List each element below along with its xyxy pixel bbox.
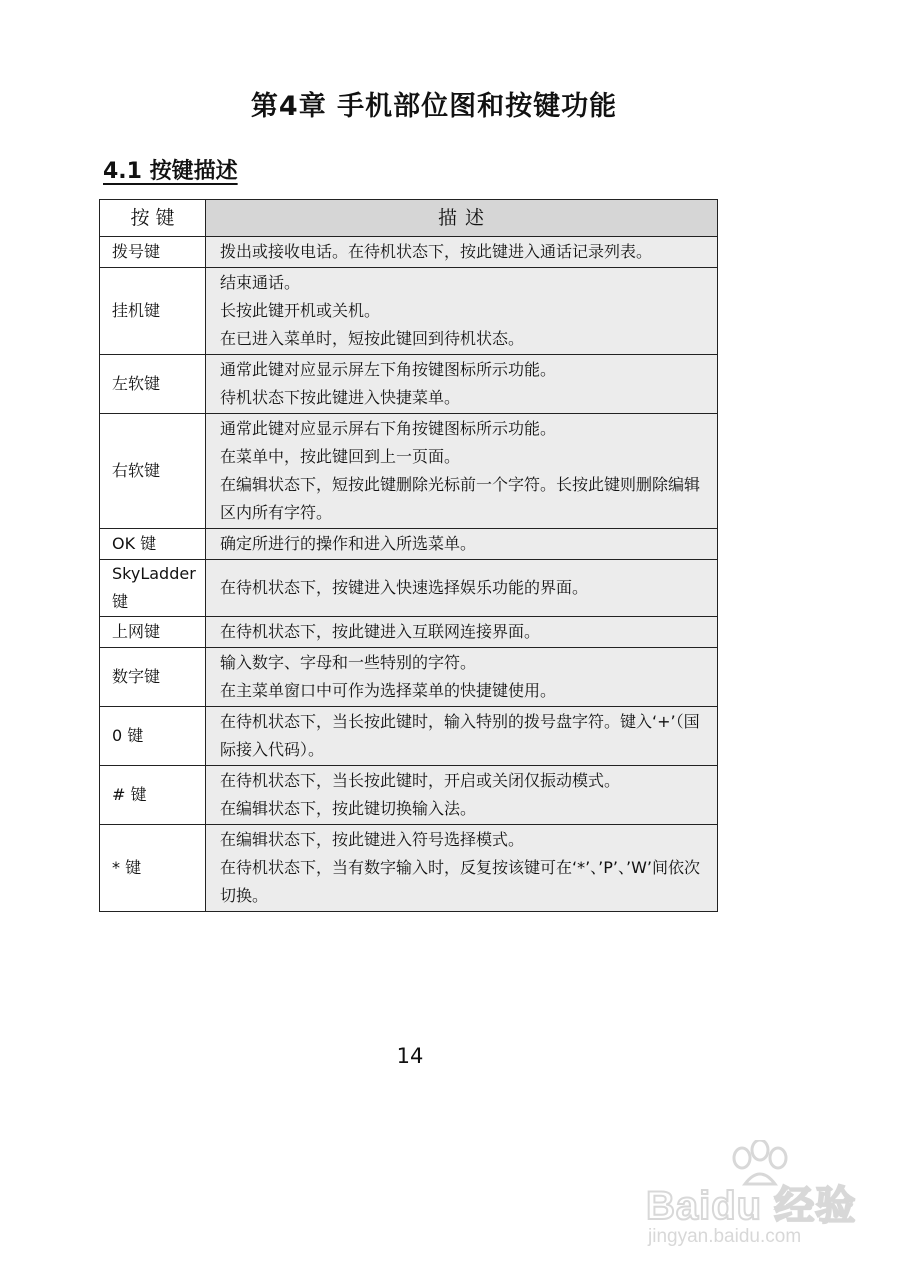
key-description-table [99,199,718,912]
description-line: 在待机状态下，按键进入快速选择娱乐功能的界面。 [220,578,589,597]
key-description-cell [206,560,718,617]
description-line: 在主菜单窗口中可作为选择菜单的快捷键使用。 [220,681,557,700]
description-line: 长按此键开机或关机。 [220,301,381,320]
description-line: 在编辑状态下，按此键进入符号选择模式。 [220,830,525,849]
description-line: 通常此键对应显示屏左下角按键图标所示功能。 [220,360,557,379]
key-name-cell: # 键 [100,766,206,825]
key-name-cell: 左软键 [100,355,206,414]
table-row [100,268,718,355]
description-line: 在待机状态下，按此键进入互联网连接界面。 [220,622,541,641]
description-line: 待机状态下按此键进入快捷菜单。 [220,388,461,407]
key-name-cell: * 键 [100,825,206,912]
description-line: 在编辑状态下，按此键切换输入法。 [220,799,477,818]
key-name-cell: OK 键 [100,529,206,560]
key-description-cell [206,766,718,825]
header-description: 描 述 [206,200,718,237]
key-description-cell [206,617,718,648]
key-description-cell [206,648,718,707]
key-name-cell: 右软键 [100,414,206,529]
table-row [100,237,718,268]
description-line: 拨出或接收电话。在待机状态下，按此键进入通话记录列表。 [220,242,653,261]
watermark-logo: Baidu 经验 [646,1184,857,1228]
key-name-cell: 上网键 [100,617,206,648]
header-key: 按 键 [100,200,206,237]
key-description-cell [206,355,718,414]
key-name-cell: 挂机键 [100,268,206,355]
key-description-cell [206,237,718,268]
key-name-cell: 拨号键 [100,237,206,268]
table-row [100,560,718,617]
table-row [100,355,718,414]
section-title: 4.1 按键描述 [103,159,238,184]
table-row [100,617,718,648]
table-row [100,825,718,912]
page-number: 14 [396,1044,424,1068]
description-line: 在编辑状态下，短按此键删除光标前一个字符。长按此键则删除编辑区内所有字符。 [220,475,701,522]
key-description-cell [206,268,718,355]
key-name-cell: 数字键 [100,648,206,707]
key-description-cell [206,529,718,560]
description-line: 在待机状态下，当有数字输入时，反复按该键可在‘*’、’P’、’W’间依次切换。 [220,858,700,905]
description-line: 在已进入菜单时，短按此键回到待机状态。 [220,329,525,348]
table-row [100,414,718,529]
table-row [100,766,718,825]
key-description-cell [206,707,718,766]
description-line: 在待机状态下，当长按此键时，开启或关闭仅振动模式。 [220,771,621,790]
description-line: 在菜单中，按此键回到上一页面。 [220,447,461,466]
chapter-title: 第4章 手机部位图和按键功能 [250,91,618,122]
watermark-url: jingyan.baidu.com [648,1226,802,1247]
table-row [100,707,718,766]
description-line: 确定所进行的操作和进入所选菜单。 [220,534,477,553]
description-line: 通常此键对应显示屏右下角按键图标所示功能。 [220,419,557,438]
key-name-cell: SkyLadder 键 [100,560,206,617]
description-line: 结束通话。 [220,273,301,292]
table-header-row [100,200,718,237]
key-name-cell: 0 键 [100,707,206,766]
table-row [100,529,718,560]
baidu-watermark [640,1140,880,1250]
description-line: 在待机状态下，当长按此键时，输入特别的拨号盘字符。键入‘+’（国际接入代码）。 [220,712,700,759]
description-line: 输入数字、字母和一些特别的字符。 [220,653,477,672]
key-description-cell [206,414,718,529]
table-row [100,648,718,707]
key-description-cell [206,825,718,912]
